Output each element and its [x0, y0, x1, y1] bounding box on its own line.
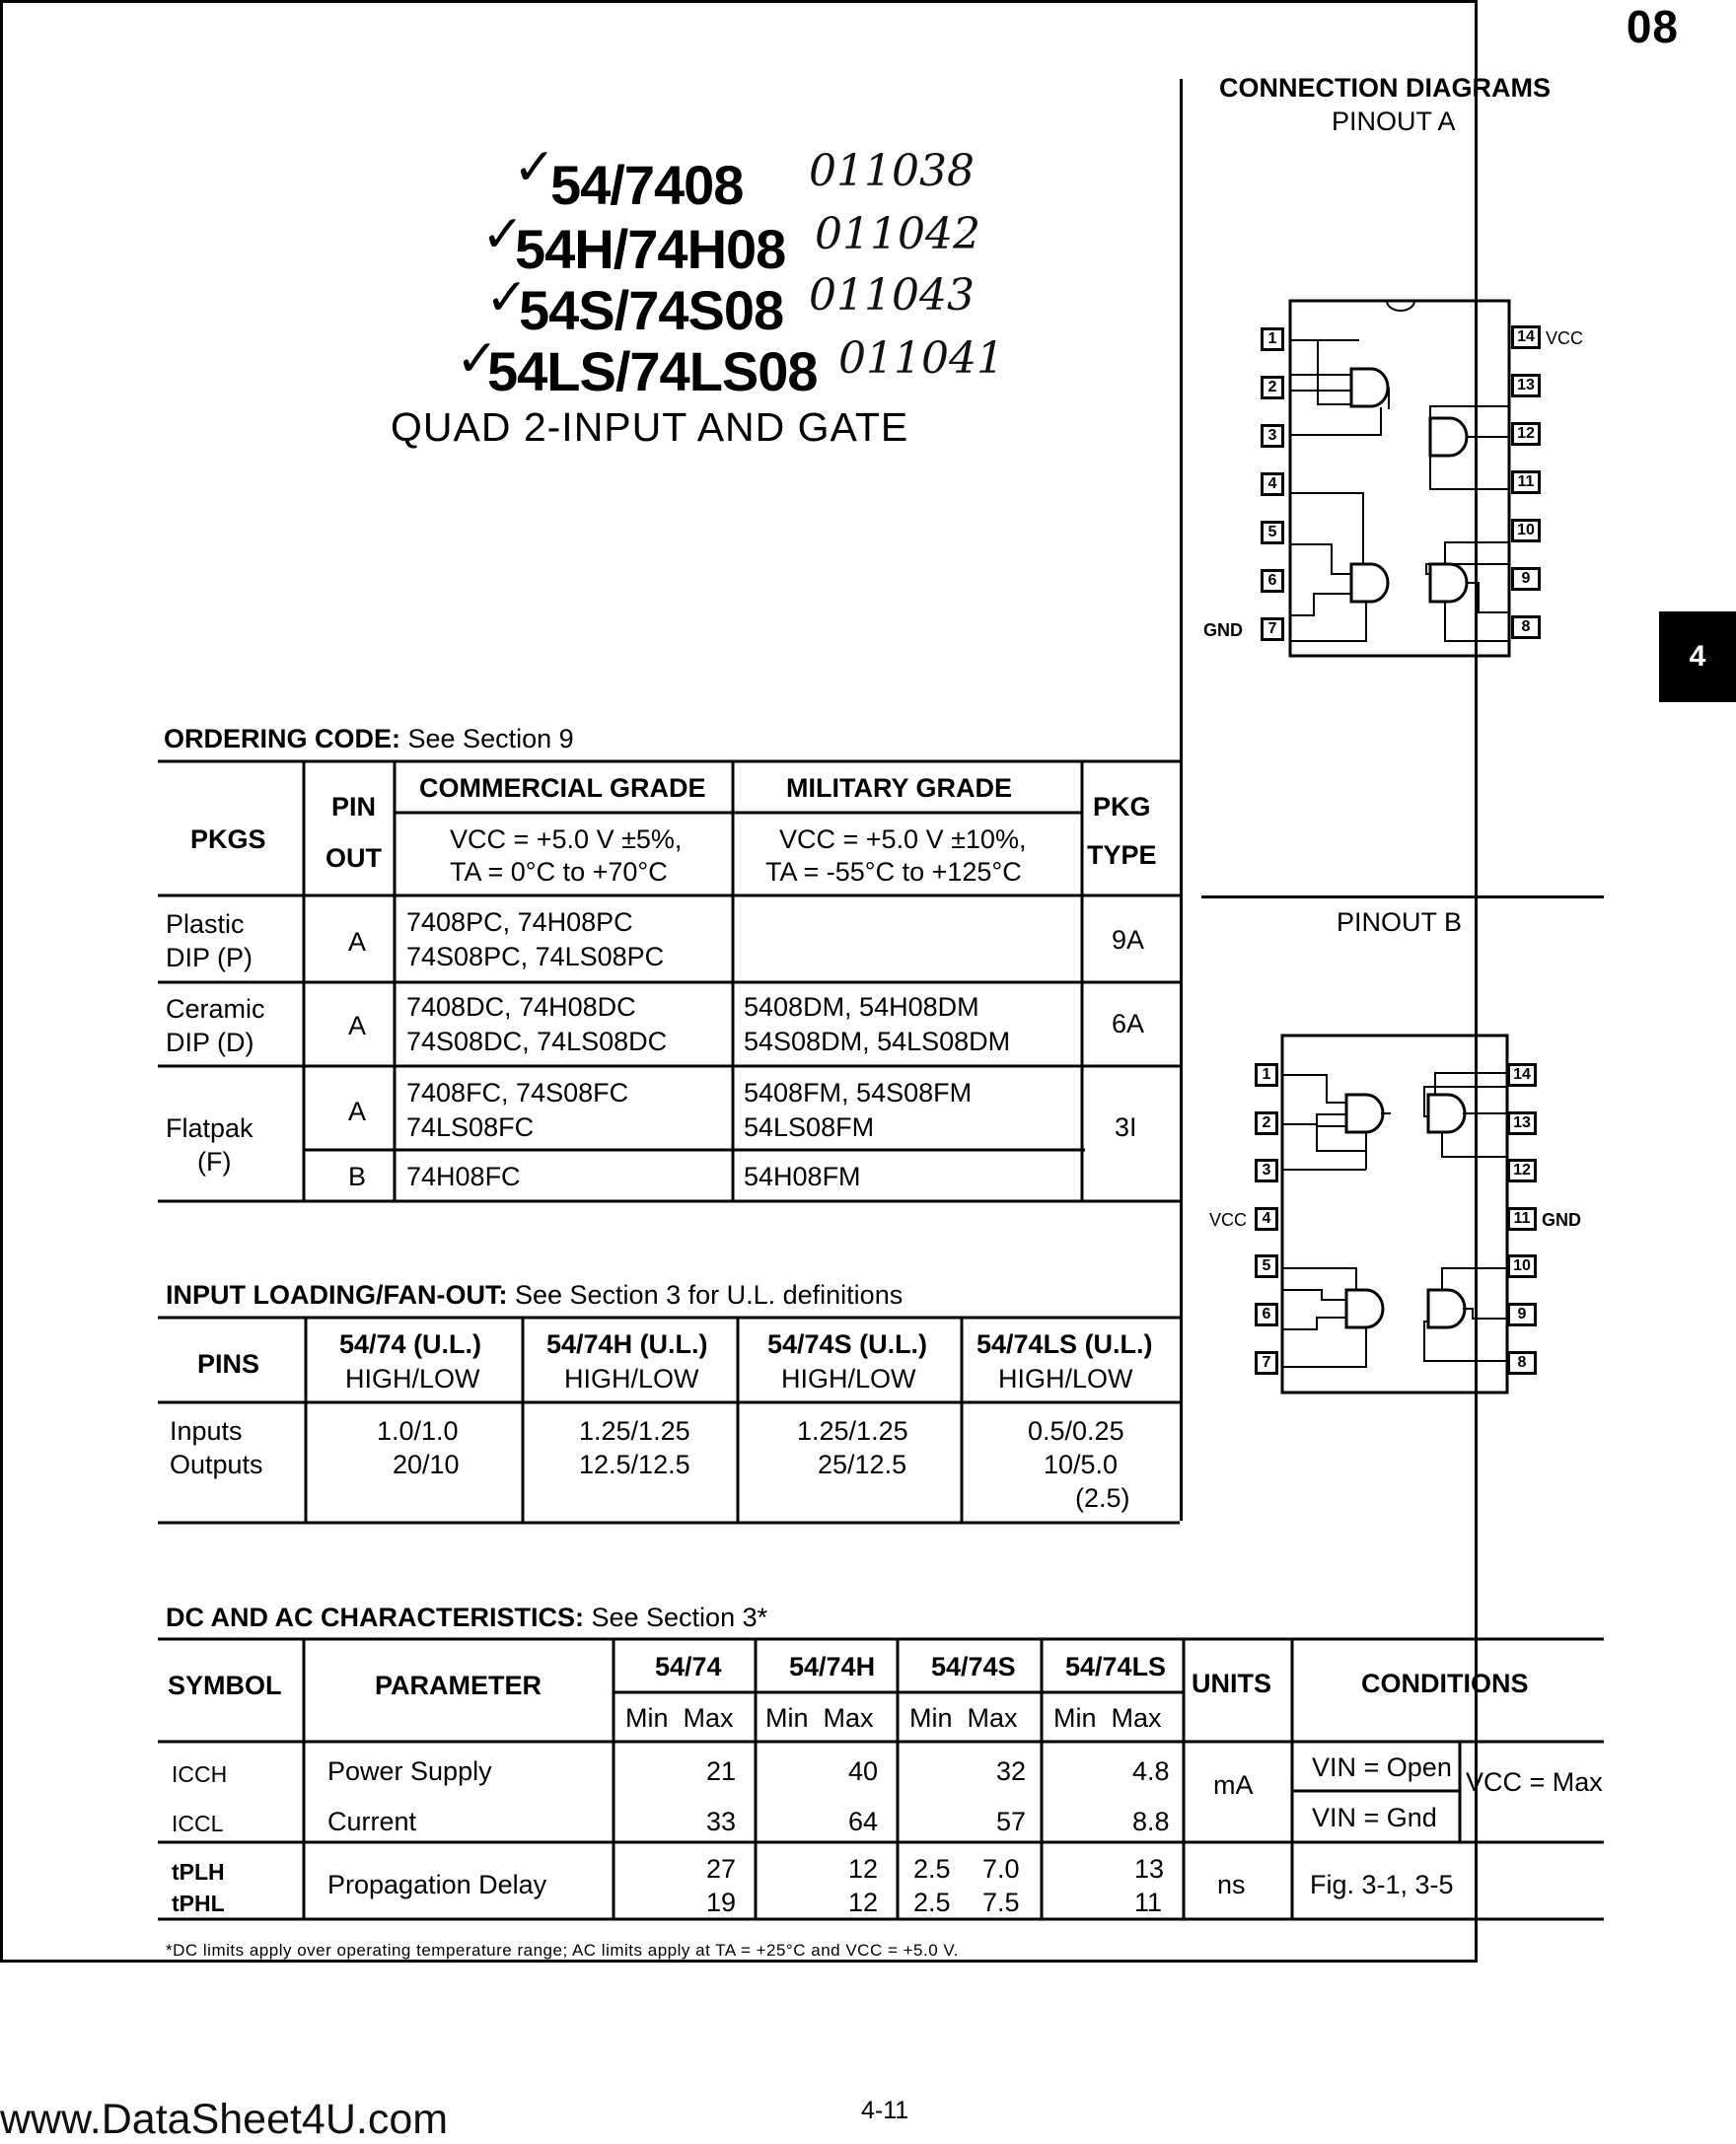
pin-14: 14 — [1511, 325, 1541, 349]
inputs-label: Inputs — [170, 1416, 243, 1446]
dcac-title-bold: DC AND AC CHARACTERISTICS: — [166, 1603, 584, 1632]
vcc-label: VCC — [1209, 1210, 1248, 1230]
row-pin: A — [348, 1097, 367, 1126]
inputs-value: 1.25/1.25 — [579, 1416, 690, 1446]
dcac-minmax — [625, 1703, 734, 1734]
icch-value: 4.8 — [1132, 1756, 1170, 1786]
min-label: Min — [625, 1703, 669, 1733]
row-military: 5408FM, 54S08FM — [744, 1078, 973, 1108]
iccl-value: 64 — [848, 1807, 879, 1836]
row-pin: B — [348, 1162, 367, 1191]
pin-5: 5 — [1255, 1254, 1278, 1278]
symbol-icch: ICCH — [172, 1761, 228, 1787]
outputs-label: Outputs — [170, 1450, 263, 1479]
pin-6: 6 — [1261, 569, 1284, 593]
tplh-value: 12 — [848, 1854, 879, 1884]
outputs-extra: (2.5) — [1075, 1483, 1130, 1513]
row-type: 9A — [1112, 925, 1145, 955]
outputs-value: 10/5.0 — [1044, 1450, 1119, 1479]
pin-12: 12 — [1507, 1159, 1537, 1182]
tphl-value: 12 — [848, 1888, 879, 1917]
units-ma: mA — [1213, 1770, 1254, 1800]
ordering-header-type: TYPE — [1087, 840, 1157, 870]
pin-2: 2 — [1261, 376, 1284, 399]
tphl-value: 7.5 — [982, 1888, 1020, 1917]
param-delay: Propagation Delay — [327, 1870, 547, 1899]
row-commercial: 7408DC, 74H08DC — [406, 992, 636, 1022]
iccl-value: 57 — [996, 1807, 1027, 1836]
military-cond-2: TA = -55°C to +125°C — [765, 857, 1022, 887]
dcac-family: 54/74H — [789, 1652, 876, 1681]
dcac-header-symbol: SYMBOL — [168, 1671, 282, 1700]
ordering-header-commercial: COMMERCIAL GRADE — [419, 773, 706, 803]
row-commercial: 7408PC, 74H08PC — [406, 907, 633, 937]
row-commercial: 74S08PC, 74LS08PC — [406, 942, 665, 971]
outputs-value: 20/10 — [393, 1450, 460, 1479]
loading-col-name: 54/74H (U.L.) — [546, 1329, 708, 1359]
ordering-title — [164, 724, 574, 754]
dcac-family: 54/74 — [655, 1652, 722, 1681]
pin-3: 3 — [1261, 424, 1284, 448]
row-commercial: 7408FC, 74S08FC — [406, 1078, 629, 1108]
pin-10: 10 — [1511, 519, 1541, 542]
ordering-header-pin: PIN — [331, 792, 377, 822]
pin-13: 13 — [1507, 1111, 1537, 1135]
pin-6: 6 — [1255, 1303, 1278, 1326]
dcac-family: 54/74LS — [1065, 1652, 1167, 1681]
outputs-value: 25/12.5 — [818, 1450, 907, 1479]
inputs-value: 1.0/1.0 — [377, 1416, 459, 1446]
gnd-label: GND — [1542, 1210, 1581, 1230]
inputs-value: 1.25/1.25 — [797, 1416, 908, 1446]
ordering-header-out: OUT — [326, 843, 382, 873]
tphl-value: 11 — [1134, 1888, 1163, 1917]
ordering-header-pkg: PKG — [1093, 792, 1151, 822]
row-military: 54H08FM — [744, 1162, 861, 1191]
row-pkg: Plastic — [166, 909, 245, 939]
tphl-value: 19 — [706, 1888, 737, 1917]
symbol-tphl: tPHL — [172, 1891, 225, 1916]
loading-col-sub: HIGH/LOW — [781, 1364, 916, 1394]
pin-11: 11 — [1507, 1207, 1537, 1231]
row-commercial: 74LS08FC — [406, 1112, 535, 1142]
pin-5: 5 — [1261, 521, 1284, 544]
iccl-value: 8.8 — [1132, 1807, 1170, 1836]
commercial-cond-1: VCC = +5.0 V ±5%, — [450, 824, 683, 854]
title-74s08: 54S/74S08 — [519, 279, 784, 341]
pin-14: 14 — [1507, 1063, 1537, 1087]
checkmark: ✓ — [456, 329, 499, 389]
ordering-header-military: MILITARY GRADE — [786, 773, 1012, 803]
pin-2: 2 — [1255, 1111, 1278, 1135]
loading-col-sub: HIGH/LOW — [998, 1364, 1133, 1394]
connection-heading: CONNECTION DIAGRAMS — [1219, 73, 1551, 103]
pin-1: 1 — [1255, 1063, 1278, 1087]
pin-8: 8 — [1511, 615, 1541, 639]
pin-4: 4 — [1255, 1207, 1278, 1231]
pin-9: 9 — [1511, 567, 1541, 591]
page-number: 08 — [1626, 1, 1679, 52]
row-pkg: DIP (D) — [166, 1028, 254, 1057]
loading-title — [166, 1280, 903, 1311]
row-military: 54S08DM, 54LS08DM — [744, 1027, 1011, 1056]
loading-col-name: 54/74S (U.L.) — [767, 1329, 928, 1359]
dcac-family: 54/74S — [931, 1652, 1016, 1681]
row-military: 54LS08FM — [744, 1112, 875, 1142]
watermark-link[interactable]: www.DataSheet4U.com — [0, 2096, 449, 2143]
pin-12: 12 — [1511, 422, 1541, 446]
icch-value: 21 — [706, 1756, 737, 1786]
pinout-divider — [1201, 895, 1604, 898]
dcac-minmax — [765, 1703, 874, 1734]
checkmark: ✓ — [513, 138, 556, 197]
loading-col-sub: HIGH/LOW — [345, 1364, 480, 1394]
loading-header-pins: PINS — [197, 1349, 260, 1379]
title-74ls08: 54LS/74LS08 — [487, 340, 818, 402]
footnote: *DC limits apply over operating temperature range; AC limits apply at TA = +25°C and VCC = +5.0 V. — [166, 1941, 959, 1960]
param-power: Power Supply — [327, 1756, 492, 1786]
tplh-value: 7.0 — [982, 1854, 1020, 1884]
cond-vin-gnd: VIN = Gnd — [1312, 1803, 1437, 1832]
cond-fig: Fig. 3-1, 3-5 — [1310, 1870, 1454, 1899]
dcac-minmax — [909, 1703, 1018, 1734]
row-pkg: (F) — [197, 1147, 232, 1177]
min-label: Min — [765, 1703, 809, 1733]
dcac-header-conditions: CONDITIONS — [1361, 1669, 1529, 1698]
inputs-value: 0.5/0.25 — [1028, 1416, 1124, 1446]
tphl-value: 2.5 — [913, 1888, 951, 1917]
tplh-value: 27 — [706, 1854, 737, 1884]
ordering-title-bold: ORDERING CODE: — [164, 724, 401, 753]
pinout-a-label: PINOUT A — [1332, 107, 1456, 136]
dcac-minmax — [1053, 1703, 1162, 1734]
row-pkg: Ceramic — [166, 994, 265, 1024]
cond-vin-open: VIN = Open — [1312, 1752, 1452, 1782]
loading-col-sub: HIGH/LOW — [564, 1364, 699, 1394]
pin-13: 13 — [1511, 374, 1541, 397]
icch-value: 32 — [996, 1756, 1027, 1786]
checkmark: ✓ — [481, 205, 525, 264]
handwritten-code: 011042 — [815, 209, 980, 259]
row-type: 6A — [1112, 1009, 1145, 1038]
gnd-label: GND — [1203, 620, 1243, 640]
pin-3: 3 — [1255, 1159, 1278, 1182]
commercial-cond-2: TA = 0°C to +70°C — [450, 857, 668, 887]
row-military: 5408DM, 54H08DM — [744, 992, 979, 1022]
row-pin: A — [348, 927, 367, 957]
min-label: Min — [1053, 1703, 1097, 1733]
loading-col-name: 54/74 (U.L.) — [339, 1329, 482, 1359]
checkmark: ✓ — [485, 268, 529, 327]
iccl-value: 33 — [706, 1807, 737, 1836]
dcac-header-parameter: PARAMETER — [375, 1671, 542, 1700]
title-74h08: 54H/74H08 — [515, 218, 786, 280]
pin-7: 7 — [1255, 1351, 1278, 1375]
row-commercial: 74S08DC, 74LS08DC — [406, 1027, 668, 1056]
row-pin: A — [348, 1011, 367, 1040]
page-footer: 4-11 — [861, 2097, 909, 2124]
row-type: 3I — [1115, 1112, 1137, 1142]
param-current: Current — [327, 1807, 417, 1836]
dcac-title-rest: See Section 3* — [583, 1603, 768, 1632]
subtitle: QUAD 2-INPUT AND GATE — [391, 404, 909, 450]
ordering-header-pkgs: PKGS — [190, 824, 266, 854]
units-ns: ns — [1217, 1870, 1246, 1899]
pin-9: 9 — [1507, 1303, 1537, 1326]
pinout-b-label: PINOUT B — [1337, 907, 1463, 937]
dcac-header-units: UNITS — [1192, 1669, 1271, 1698]
max-label: Max — [683, 1703, 734, 1733]
tplh-value: 13 — [1134, 1854, 1165, 1884]
symbol-tplh: tPLH — [172, 1859, 225, 1885]
handwritten-code: 011041 — [838, 333, 1004, 384]
section-tab: 4 — [1659, 611, 1736, 702]
military-cond-1: VCC = +5.0 V ±10%, — [779, 824, 1027, 854]
row-pkg: Flatpak — [166, 1113, 253, 1143]
loading-title-bold: INPUT LOADING/FAN-OUT: — [166, 1280, 508, 1310]
max-label: Max — [823, 1703, 874, 1733]
dcac-title — [166, 1603, 767, 1633]
handwritten-code: 011038 — [809, 146, 975, 196]
outputs-value: 12.5/12.5 — [579, 1450, 690, 1479]
max-label: Max — [967, 1703, 1018, 1733]
loading-col-name: 54/74LS (U.L.) — [976, 1329, 1153, 1359]
tplh-value: 2.5 — [913, 1854, 951, 1884]
ordering-title-rest: See Section 9 — [400, 724, 574, 753]
pin-7: 7 — [1261, 617, 1284, 641]
vcc-label: VCC — [1546, 328, 1584, 348]
title-7408: 54/7408 — [550, 154, 744, 216]
min-label: Min — [909, 1703, 953, 1733]
pin-11: 11 — [1511, 470, 1541, 494]
loading-title-rest: See Section 3 for U.L. definitions — [507, 1280, 904, 1310]
max-label: Max — [1111, 1703, 1162, 1733]
pin-10: 10 — [1507, 1254, 1537, 1278]
row-commercial: 74H08FC — [406, 1162, 521, 1191]
cond-vcc-max: VCC = Max — [1466, 1767, 1603, 1797]
symbol-iccl: ICCL — [172, 1811, 224, 1836]
row-pkg: DIP (P) — [166, 943, 253, 972]
pin-4: 4 — [1261, 472, 1284, 496]
icch-value: 40 — [848, 1756, 879, 1786]
pin-1: 1 — [1261, 327, 1284, 351]
handwritten-code: 011043 — [809, 270, 975, 321]
pin-8: 8 — [1507, 1351, 1537, 1375]
